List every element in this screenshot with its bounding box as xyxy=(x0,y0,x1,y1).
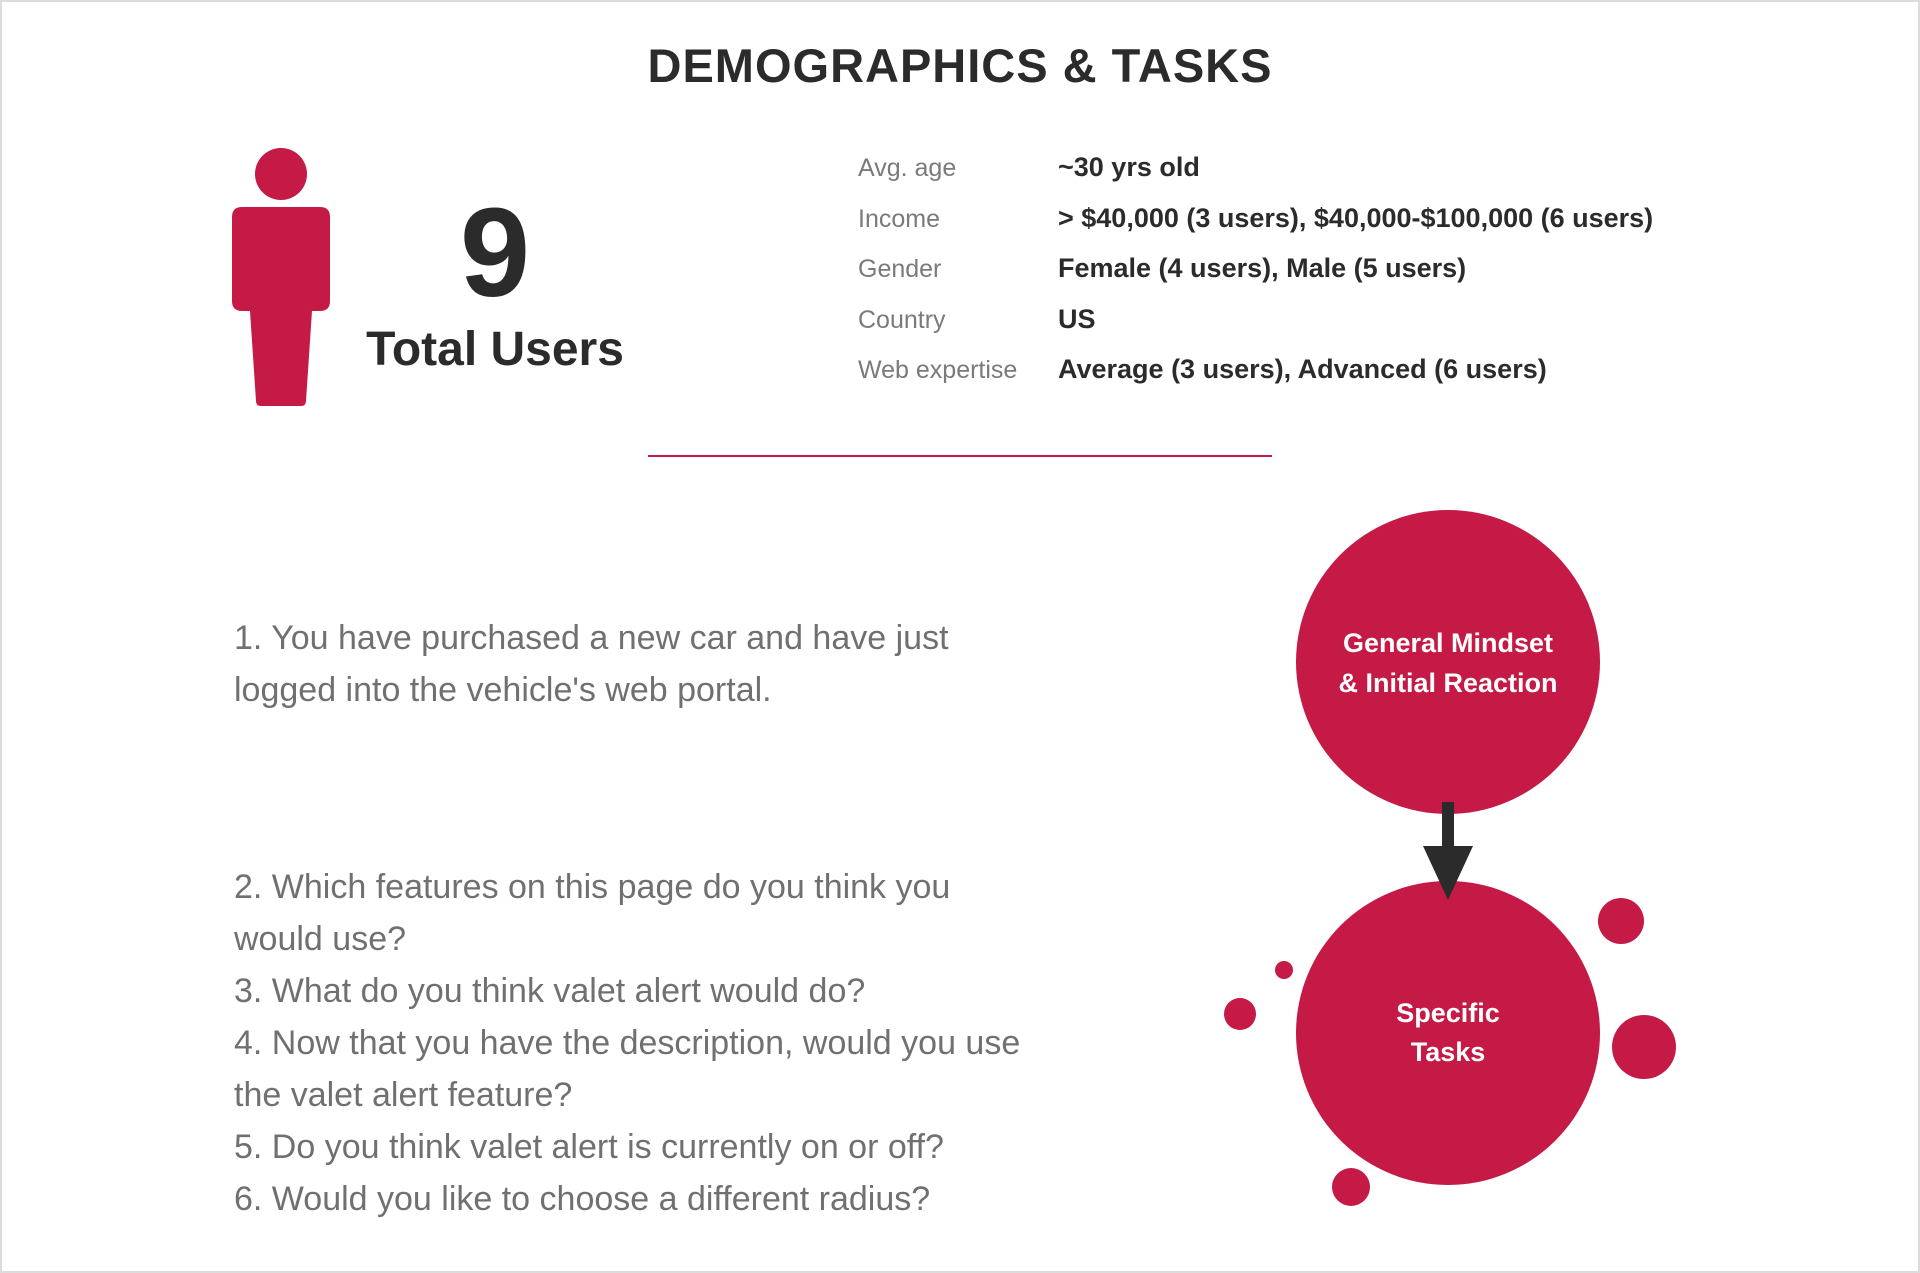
general-mindset-label-line1: General Mindset xyxy=(1342,628,1554,658)
task-line: 5. Do you think valet alert is currently on or off? xyxy=(234,1128,944,1166)
flow-diagram xyxy=(1180,490,1700,1230)
section-divider xyxy=(648,455,1272,457)
general-mindset-circle xyxy=(1296,510,1600,814)
specific-tasks-label-line2: Tasks xyxy=(1410,1037,1486,1067)
demographics-label: Country xyxy=(858,306,946,334)
task-line: 4. Now that you have the description, would you use xyxy=(234,1024,1021,1062)
demographics-label: Avg. age xyxy=(858,154,957,182)
page-title: DEMOGRAPHICS & TASKS xyxy=(647,39,1273,92)
decorative-bubble xyxy=(1275,961,1293,979)
task-line: would use? xyxy=(234,920,407,958)
demographics-value: US xyxy=(1058,304,1096,334)
task-line: 6. Would you like to choose a different radius? xyxy=(234,1180,931,1218)
demographics-value: ~30 yrs old xyxy=(1058,152,1200,182)
demographics-label: Income xyxy=(858,205,940,233)
task-line: the valet alert feature? xyxy=(234,1076,573,1114)
decorative-bubble xyxy=(1598,898,1644,944)
task-line: 1. You have purchased a new car and have just xyxy=(234,619,949,657)
total-users-label: Total Users xyxy=(366,323,624,376)
general-mindset-label-line2: & Initial Reaction xyxy=(1338,668,1558,698)
demographics-value: Female (4 users), Male (5 users) xyxy=(1058,253,1467,283)
total-users-count: 9 xyxy=(459,182,531,323)
task-line: logged into the vehicle's web portal. xyxy=(234,671,772,709)
person-icon-head xyxy=(255,148,307,200)
decorative-bubble xyxy=(1224,998,1256,1030)
specific-tasks-circle xyxy=(1296,881,1600,1185)
person-icon xyxy=(232,148,330,406)
demographics-label: Web expertise xyxy=(858,356,1018,384)
person-icon-body xyxy=(232,207,330,406)
decorative-bubble xyxy=(1332,1168,1370,1206)
demographics-value: > $40,000 (3 users), $40,000-$100,000 (6 users) xyxy=(1058,203,1654,233)
task-list-specific xyxy=(234,861,1074,1225)
specific-tasks-label-line1: Specific xyxy=(1396,998,1500,1028)
task-list-intro xyxy=(234,612,1074,716)
task-line: 3. What do you think valet alert would do? xyxy=(234,972,866,1010)
demographics-label: Gender xyxy=(858,255,942,283)
decorative-bubble xyxy=(1612,1015,1676,1079)
demographics-value: Average (3 users), Advanced (6 users) xyxy=(1058,354,1547,384)
task-line: 2. Which features on this page do you think you xyxy=(234,868,951,906)
